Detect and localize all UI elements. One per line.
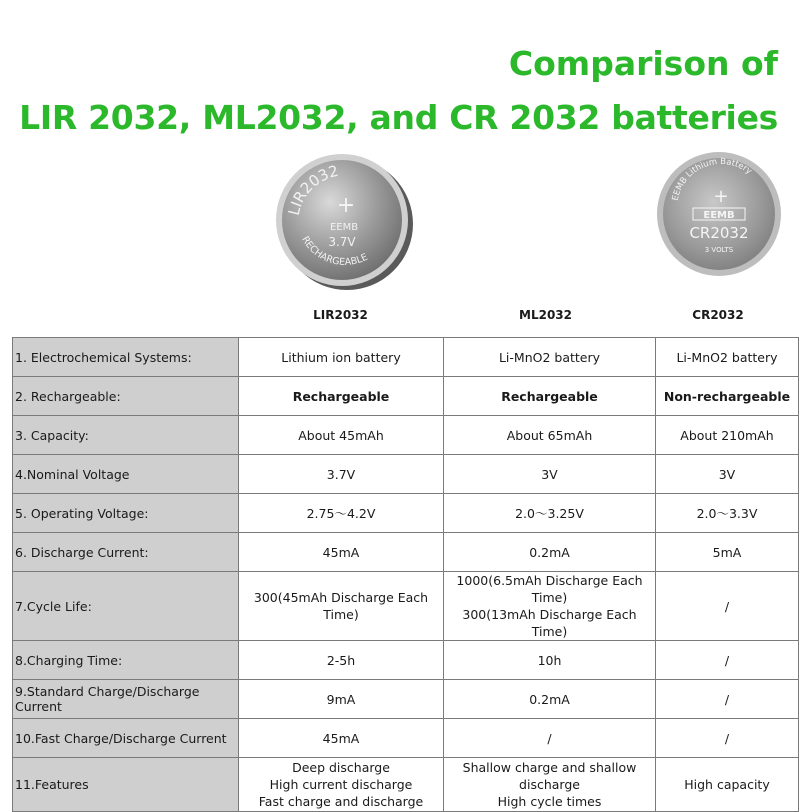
cr-top-text: EEMB Lithium Battery [670,156,754,202]
row-label: 11.Features [13,758,239,812]
table-row [13,338,799,377]
cell-lir2032: Rechargeable [239,377,444,416]
title-line-2: LIR 2032, ML2032, and CR 2032 batteries [19,98,778,137]
cell-ml2032: 0.2mA [444,680,656,719]
row-label: 10.Fast Charge/Discharge Current [13,719,239,758]
cr-logo: EEMB [703,210,735,221]
column-header-ml2032: ML2032 [519,308,572,322]
cell-lir2032: 2-5h [239,641,444,680]
cell-cr2032: 5mA [656,533,799,572]
lir-voltage: 3.7V [328,235,356,249]
row-label: 9.Standard Charge/Discharge Current [13,680,239,719]
row-label: 1. Electrochemical Systems: [13,338,239,377]
cell-cr2032: / [656,641,799,680]
cell-cr2032: High capacity [656,758,799,812]
cell-lir2032: 9mA [239,680,444,719]
row-label: 8.Charging Time: [13,641,239,680]
cell-ml2032: 0.2mA [444,533,656,572]
cell-cr2032: / [656,572,799,641]
row-label: 3. Capacity: [13,416,239,455]
cell-ml2032: About 65mAh [444,416,656,455]
cell-lir2032: 3.7V [239,455,444,494]
cell-ml2032: 1000(6.5mAh Discharge Each Time) 300(13mAh Discharge Each Time) [444,572,656,641]
cell-lir2032: 300(45mAh Discharge Each Time) [239,572,444,641]
cell-cr2032: Li-MnO2 battery [656,338,799,377]
cell-lir2032: 45mA [239,533,444,572]
table-row [13,572,799,641]
cell-ml2032: Li-MnO2 battery [444,338,656,377]
table-row [13,455,799,494]
cell-lir2032: Lithium ion battery [239,338,444,377]
lir-plus-sign: + [336,193,356,218]
lir-brand: EEMB [329,222,359,233]
cell-lir2032: Deep discharge High current discharge Fast charge and discharge [239,758,444,812]
cell-ml2032: Rechargeable [444,377,656,416]
row-label: 6. Discharge Current: [13,533,239,572]
row-label: 4.Nominal Voltage [13,455,239,494]
table-row [13,416,799,455]
cell-cr2032: / [656,719,799,758]
row-label: 2. Rechargeable: [13,377,239,416]
table-row [13,758,799,812]
row-label: 5. Operating Voltage: [13,494,239,533]
cell-cr2032: / [656,680,799,719]
cell-ml2032: 3V [444,455,656,494]
cell-lir2032: 2.75～4.2V [239,494,444,533]
lir-top-text: LIR2032 [284,161,341,218]
title-line-1: Comparison of [508,44,778,83]
table-row [13,533,799,572]
cell-lir2032: About 45mAh [239,416,444,455]
cell-cr2032: Non-rechargeable [656,377,799,416]
cell-cr2032: 3V [656,455,799,494]
comparison-table [12,337,799,812]
cell-ml2032: / [444,719,656,758]
cell-cr2032: About 210mAh [656,416,799,455]
row-label: 7.Cycle Life: [13,572,239,641]
lir-bottom-text: RECHARGEABLE [299,234,370,269]
cell-ml2032: Shallow charge and shallow discharge High cycle times [444,758,656,812]
lir2032-coin-image [270,146,420,296]
table-row [13,377,799,416]
cell-cr2032: 2.0～3.3V [656,494,799,533]
cell-lir2032: 45mA [239,719,444,758]
cr-plus-sign: + [713,186,729,207]
table-row [13,719,799,758]
column-header-lir2032: LIR2032 [313,308,368,322]
cell-ml2032: 10h [444,641,656,680]
table-row [13,680,799,719]
cr2032-coin-image [655,150,783,278]
cr-model: CR2032 [689,224,749,242]
cr-voltage: 3 VOLTS [704,246,734,254]
table-row [13,641,799,680]
column-header-cr2032: CR2032 [692,308,744,322]
table-row [13,494,799,533]
cell-ml2032: 2.0～3.25V [444,494,656,533]
